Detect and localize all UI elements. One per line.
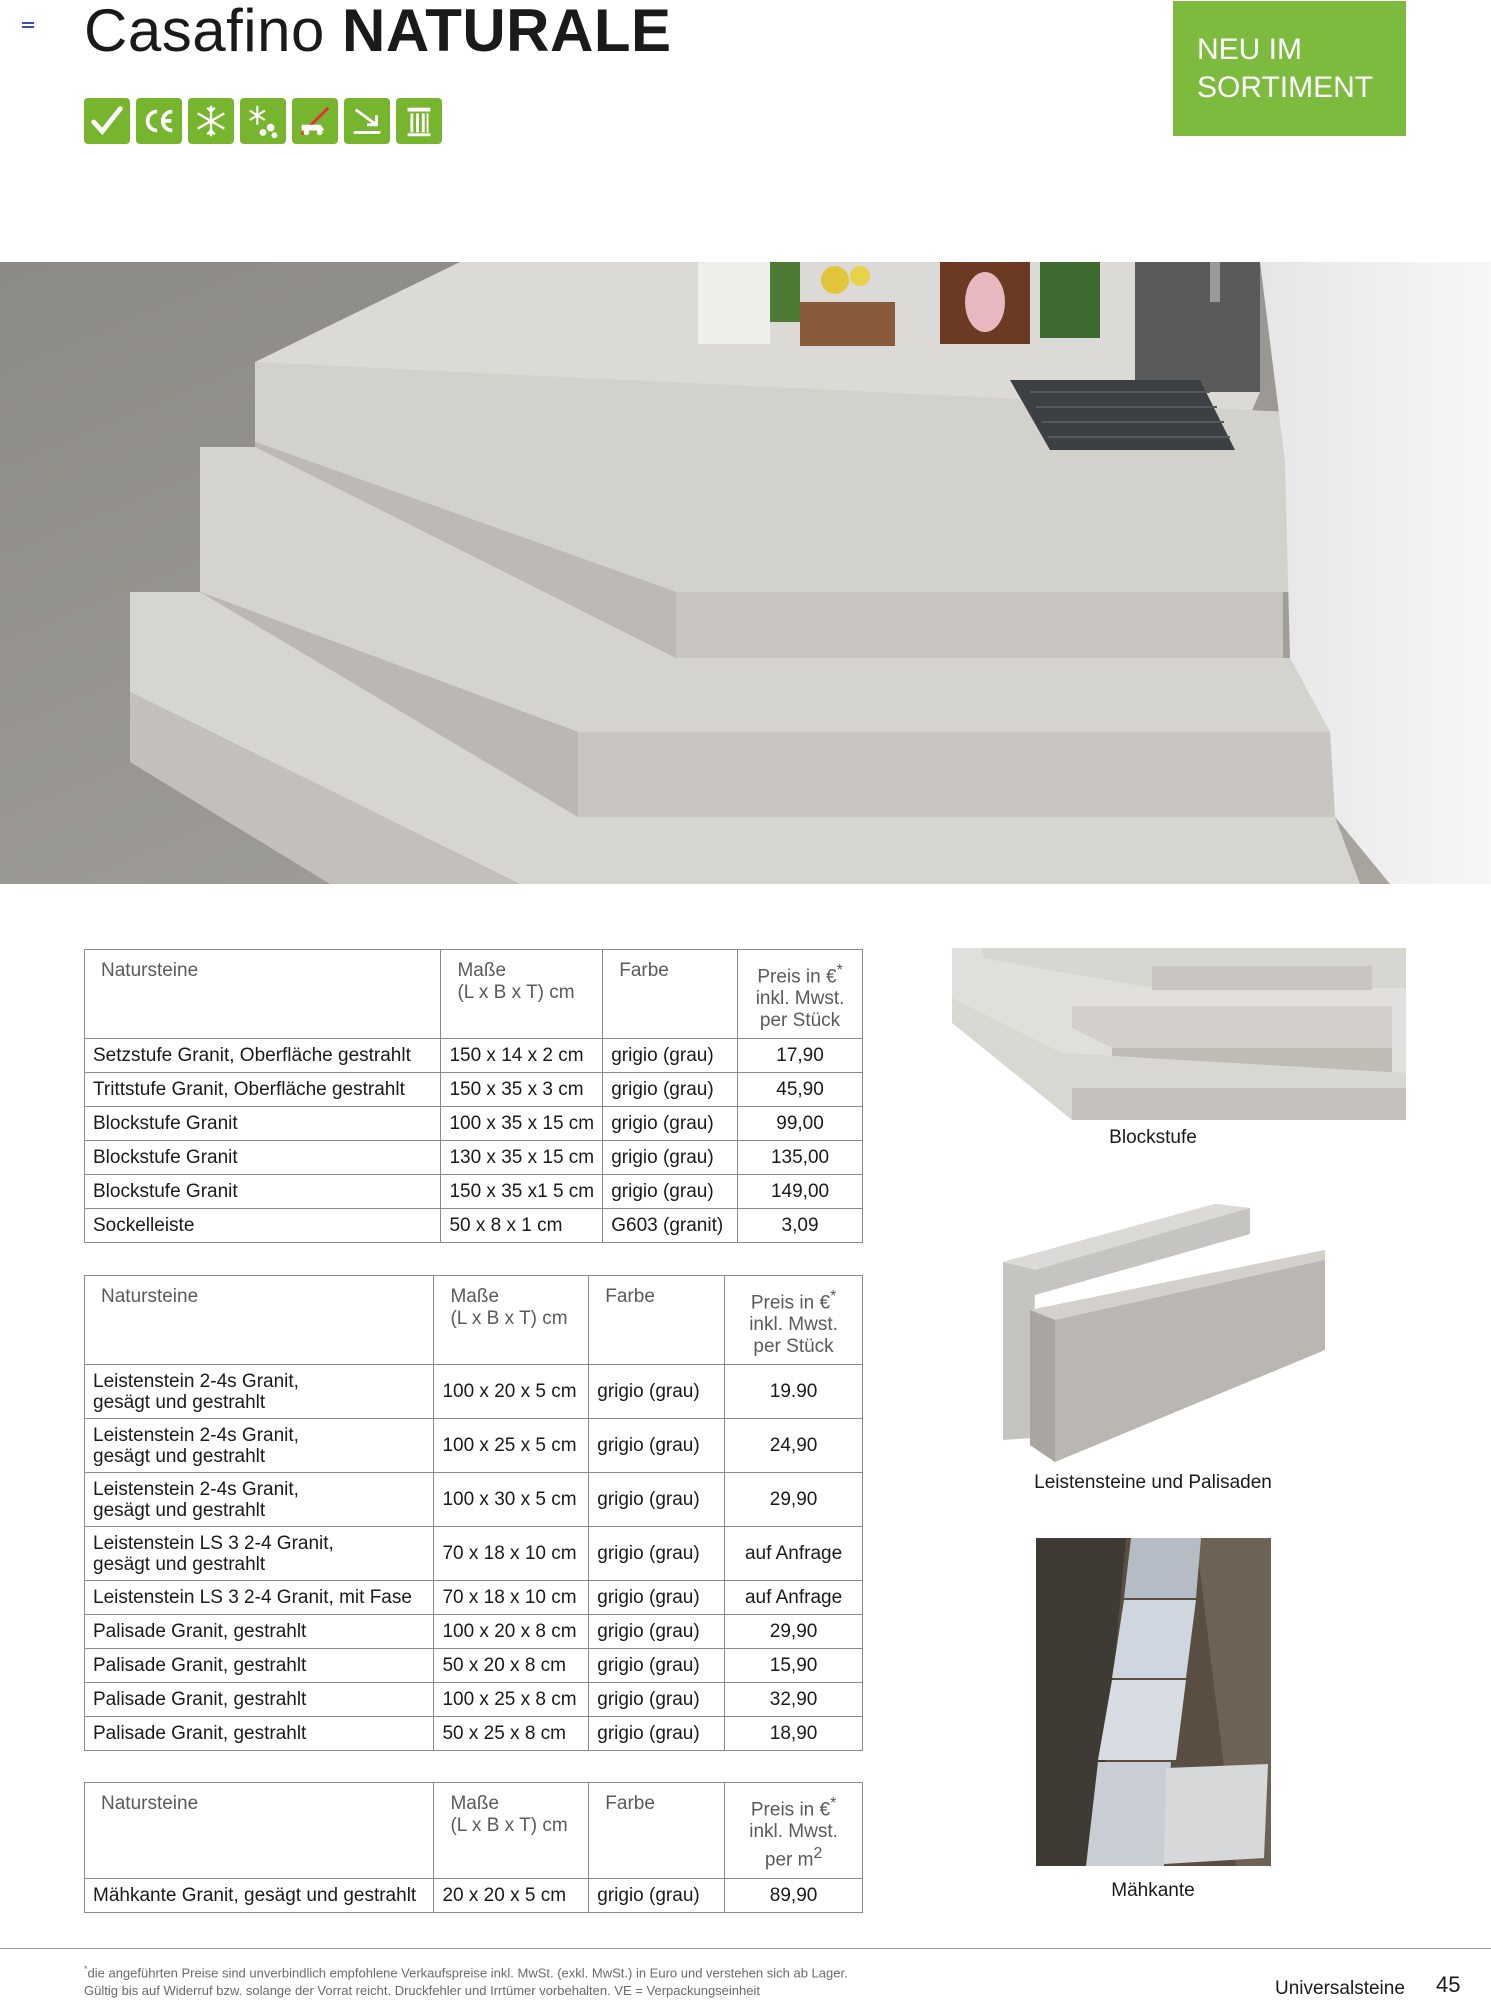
- col-header-name: Natursteine: [85, 1276, 434, 1365]
- caption-blockstufe: Blockstufe: [1109, 1127, 1197, 1148]
- product-price: 15,90: [725, 1649, 863, 1683]
- dims-header-line-2: (L x B x T) cm: [457, 982, 575, 1003]
- product-dims: 150 x 14 x 2 cm: [441, 1039, 603, 1073]
- table-row: [85, 1209, 863, 1243]
- product-price: 135,00: [738, 1141, 863, 1175]
- product-name: Leistenstein 2-4s Granit, gesägt und gestrahlt: [85, 1473, 434, 1527]
- product-name: Mähkante Granit, gesägt und gestrahlt: [85, 1878, 434, 1912]
- col-header-color: Farbe: [603, 950, 738, 1039]
- table-row: [85, 1683, 863, 1717]
- product-price: 29,90: [725, 1615, 863, 1649]
- page-title: [84, 0, 672, 65]
- product-color: grigio (grau): [589, 1878, 725, 1912]
- price-header-line-2: inkl. Mwst.: [755, 988, 845, 1010]
- price-header-footnote-mark: *: [830, 1288, 837, 1305]
- product-price: 45,90: [738, 1073, 863, 1107]
- table-header-row: [85, 1783, 863, 1879]
- table-row: [85, 1073, 863, 1107]
- product-color: grigio (grau): [603, 1175, 738, 1209]
- no-vehicle-load-icon: [292, 98, 338, 144]
- product-name: Leistenstein 2-4s Granit, gesägt und gestrahlt: [85, 1365, 434, 1419]
- product-price: 149,00: [738, 1175, 863, 1209]
- footnote: [84, 1960, 848, 2000]
- de-icing-salt-resistant-icon: [240, 98, 286, 144]
- product-name: Trittstufe Granit, Oberfläche gestrahlt: [85, 1073, 441, 1107]
- col-header-color: Farbe: [589, 1276, 725, 1365]
- price-header-line-1: Preis in €: [750, 1292, 831, 1314]
- product-name: Blockstufe Granit: [85, 1175, 441, 1209]
- product-price: 17,90: [738, 1039, 863, 1073]
- product-name: Palisade Granit, gestrahlt: [85, 1615, 434, 1649]
- product-dims: 100 x 20 x 8 cm: [434, 1615, 589, 1649]
- product-dims: 100 x 25 x 5 cm: [434, 1419, 589, 1473]
- product-dims: 50 x 20 x 8 cm: [434, 1649, 589, 1683]
- caption-maehkante: Mähkante: [1111, 1880, 1195, 1901]
- footnote-mark: *: [84, 1964, 88, 1974]
- table-row: [85, 1615, 863, 1649]
- footnote-line-1: die angeführten Preise sind unverbindlich empfohlene Verkaufspreise inkl. MwSt. (exkl. MwSt.) in Euro und verstehen sich ab Lager.: [87, 1965, 848, 1981]
- table-row: [85, 1581, 863, 1615]
- product-name: Blockstufe Granit: [85, 1141, 441, 1175]
- product-color: grigio (grau): [589, 1581, 725, 1615]
- badge-line-2: SORTIMENT: [1197, 71, 1374, 104]
- leistensteine-photo: [995, 1200, 1330, 1470]
- footnote-line-2: Gültig bis auf Widerruf bzw. solange der Vorrat reicht. Druckfehler und Irrtümer vorbehalten. VE = Verpackungseinheit: [84, 1983, 760, 1999]
- product-color: grigio (grau): [589, 1615, 725, 1649]
- price-header-line-2: inkl. Mwst.: [749, 1821, 838, 1843]
- dims-header-line-1: Maße: [450, 1286, 500, 1307]
- product-price: 18,90: [725, 1717, 863, 1751]
- steps-table: [84, 949, 863, 1243]
- table-row: [85, 1107, 863, 1141]
- price-header-line-2: inkl. Mwst.: [749, 1314, 838, 1336]
- table-row: [85, 1649, 863, 1683]
- product-name: Leistenstein LS 3 2-4 Granit, gesägt und gestrahlt: [85, 1527, 434, 1581]
- col-header-dims: [434, 1276, 589, 1365]
- level-surface-icon: [344, 98, 390, 144]
- col-header-name: Natursteine: [85, 1783, 434, 1879]
- product-dims: 150 x 35 x1 5 cm: [441, 1175, 603, 1209]
- product-price: auf Anfrage: [725, 1581, 863, 1615]
- caption-leistensteine: Leistensteine und Palisaden: [1034, 1472, 1272, 1493]
- product-dims: 50 x 8 x 1 cm: [441, 1209, 603, 1243]
- product-name: Blockstufe Granit: [85, 1107, 441, 1141]
- page-number: 45: [1436, 1972, 1461, 1997]
- edging-stones-table: [84, 1275, 863, 1751]
- product-price: 32,90: [725, 1683, 863, 1717]
- price-unit-superscript: 2: [813, 1845, 823, 1863]
- dims-header-line-1: Maße: [450, 1793, 500, 1814]
- price-header-line-1: Preis in €: [750, 1799, 831, 1821]
- table-row: [85, 1473, 863, 1527]
- col-header-dims: [434, 1783, 589, 1879]
- product-color: grigio (grau): [589, 1365, 725, 1419]
- title-light: Casafino: [84, 0, 325, 64]
- table-row: [85, 1419, 863, 1473]
- product-color: grigio (grau): [589, 1649, 725, 1683]
- dims-header-line-1: Maße: [457, 960, 507, 981]
- product-name: Sockelleiste: [85, 1209, 441, 1243]
- product-color: grigio (grau): [589, 1419, 725, 1473]
- hero-photo-stone-steps: [0, 262, 1491, 884]
- product-name: Palisade Granit, gestrahlt: [85, 1683, 434, 1717]
- table-header-row: [85, 1276, 863, 1365]
- section-label: Universalsteine: [1275, 1978, 1405, 1999]
- product-dims: 100 x 20 x 5 cm: [434, 1365, 589, 1419]
- product-color: grigio (grau): [589, 1527, 725, 1581]
- property-icons: [84, 98, 442, 144]
- col-header-dims: [441, 950, 603, 1039]
- table-row: [85, 1039, 863, 1073]
- col-header-color: Farbe: [589, 1783, 725, 1879]
- product-dims: 20 x 20 x 5 cm: [434, 1878, 589, 1912]
- product-color: grigio (grau): [589, 1473, 725, 1527]
- new-in-range-badge: [1173, 1, 1406, 136]
- price-header-line-1: Preis in €: [757, 966, 837, 988]
- price-header-line-3: per Stück: [753, 1336, 834, 1358]
- product-dims: 150 x 35 x 3 cm: [441, 1073, 603, 1107]
- product-color: grigio (grau): [589, 1717, 725, 1751]
- check-icon: [84, 98, 130, 144]
- frost-resistant-icon: [188, 98, 234, 144]
- product-dims: 100 x 30 x 5 cm: [434, 1473, 589, 1527]
- table-row: [85, 1175, 863, 1209]
- dims-header-line-2: (L x B x T) cm: [450, 1815, 568, 1836]
- product-name: Leistenstein LS 3 2-4 Granit, mit Fase: [85, 1581, 434, 1615]
- price-header-footnote-mark: *: [836, 962, 843, 979]
- table-row: [85, 1141, 863, 1175]
- product-price: 24,90: [725, 1419, 863, 1473]
- product-price: 19.90: [725, 1365, 863, 1419]
- table-header-row: [85, 950, 863, 1039]
- maehkante-photo: [1036, 1538, 1271, 1866]
- table-row: [85, 1878, 863, 1912]
- dims-header-line-2: (L x B x T) cm: [450, 1308, 568, 1329]
- product-color: grigio (grau): [603, 1107, 738, 1141]
- product-price: 99,00: [738, 1107, 863, 1141]
- column-icon: [396, 98, 442, 144]
- product-dims: 130 x 35 x 15 cm: [441, 1141, 603, 1175]
- mowing-edge-table: [84, 1782, 863, 1913]
- price-header-line-3: per Stück: [759, 1010, 841, 1032]
- product-color: G603 (granit): [603, 1209, 738, 1243]
- product-dims: 100 x 25 x 8 cm: [434, 1683, 589, 1717]
- product-dims: 70 x 18 x 10 cm: [434, 1527, 589, 1581]
- product-name: Palisade Granit, gestrahlt: [85, 1649, 434, 1683]
- product-price: auf Anfrage: [725, 1527, 863, 1581]
- product-price: 29,90: [725, 1473, 863, 1527]
- product-price: 3,09: [738, 1209, 863, 1243]
- price-header-line-3: per m: [764, 1849, 814, 1871]
- product-dims: 50 x 25 x 8 cm: [434, 1717, 589, 1751]
- title-bold: NATURALE: [341, 0, 672, 64]
- product-dims: 100 x 35 x 15 cm: [441, 1107, 603, 1141]
- product-price: 89,90: [725, 1878, 863, 1912]
- product-name: Leistenstein 2-4s Granit, gesägt und gestrahlt: [85, 1419, 434, 1473]
- table-row: [85, 1365, 863, 1419]
- product-name: Palisade Granit, gestrahlt: [85, 1717, 434, 1751]
- product-color: grigio (grau): [603, 1141, 738, 1175]
- col-header-price: [738, 950, 863, 1039]
- product-color: grigio (grau): [589, 1683, 725, 1717]
- menu-icon[interactable]: [22, 22, 34, 30]
- blockstufe-photo: [952, 948, 1406, 1120]
- table-row: [85, 1527, 863, 1581]
- badge-line-1: NEU IM: [1197, 33, 1302, 66]
- col-header-price: [725, 1783, 863, 1879]
- product-color: grigio (grau): [603, 1073, 738, 1107]
- product-color: grigio (grau): [603, 1039, 738, 1073]
- col-header-name: Natursteine: [85, 950, 441, 1039]
- product-dims: 70 x 18 x 10 cm: [434, 1581, 589, 1615]
- product-name: Setzstufe Granit, Oberfläche gestrahlt: [85, 1039, 441, 1073]
- ce-mark-icon: [136, 98, 182, 144]
- price-header-footnote-mark: *: [830, 1795, 837, 1812]
- table-row: [85, 1717, 863, 1751]
- col-header-price: [725, 1276, 863, 1365]
- footer-divider: [0, 1948, 1491, 1949]
